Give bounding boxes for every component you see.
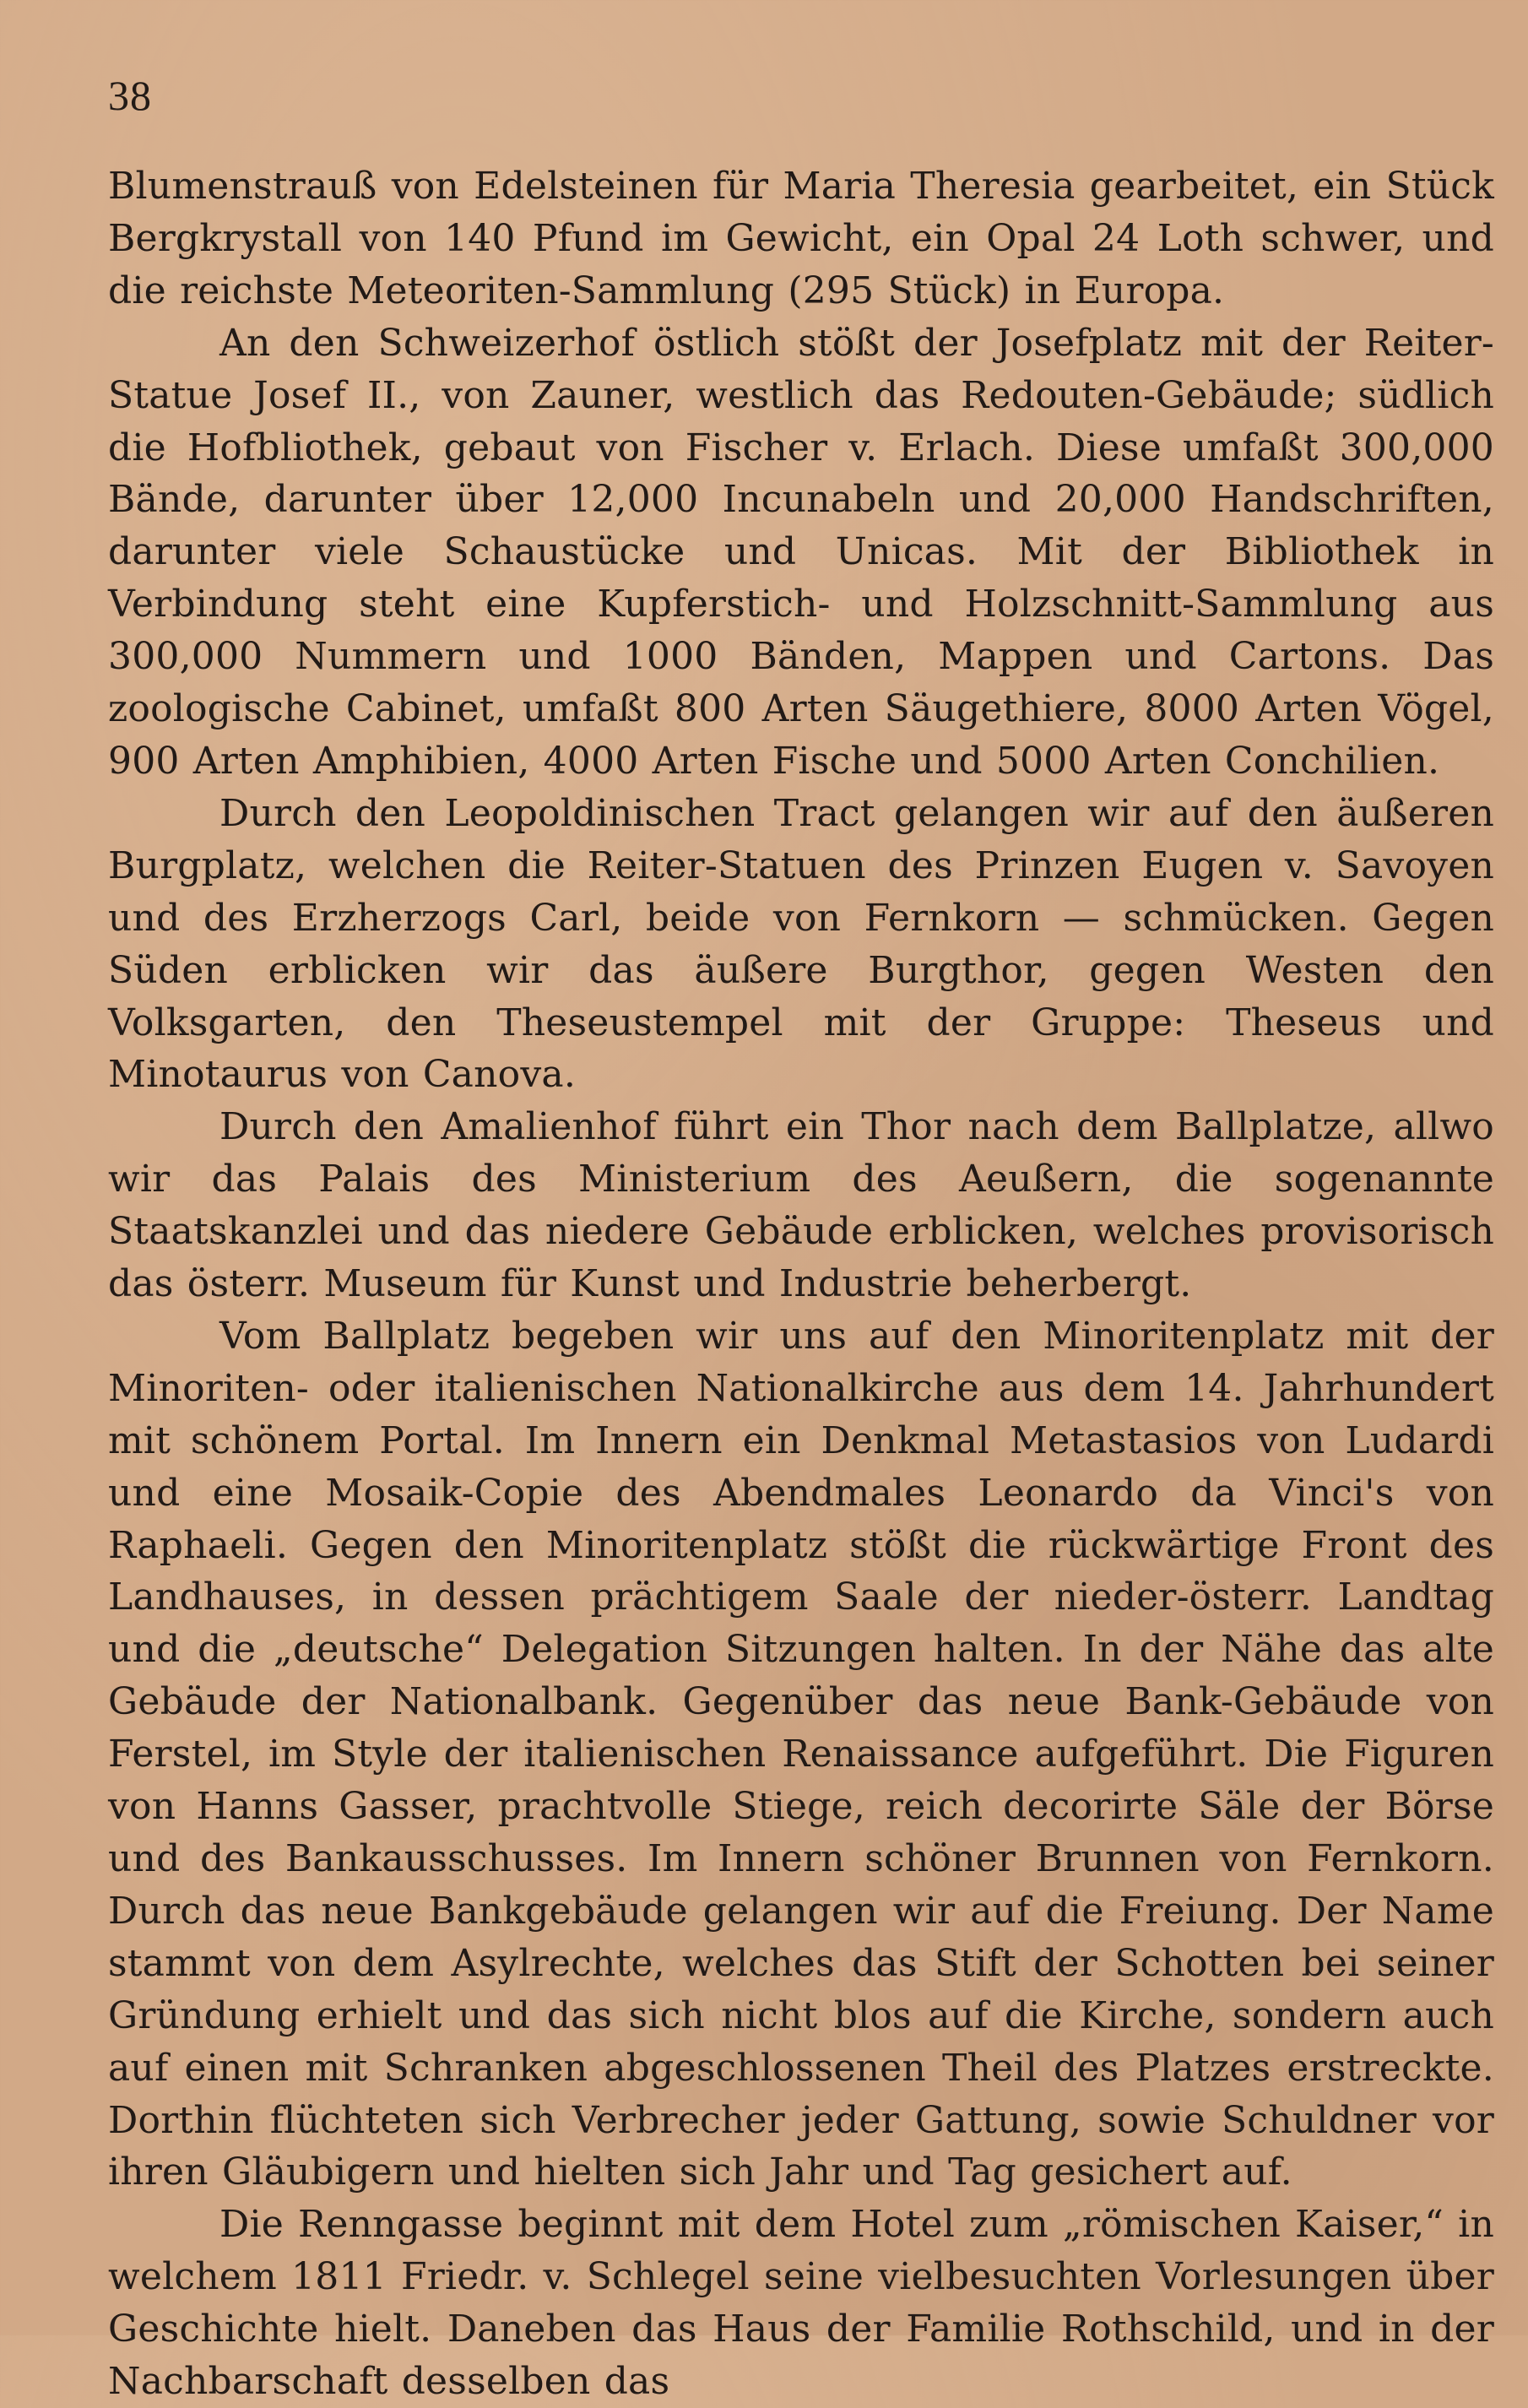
page-number: 38 (108, 72, 152, 119)
paragraph-renngasse: Die Renngasse beginnt mit dem Hotel zum „römischen Kaiser,“ in welchem 1811 Friedr. v. Schlegel seine vielbesuchten Vorlesungen über Geschichte hielt. Daneben das Haus der Familie Rothschild, und in der Nachbarschaft desselben das (108, 2203, 1494, 2404)
body-text (108, 160, 1494, 2408)
paragraph-continuation: Blumenstrauß von Edelsteinen für Maria Theresia gearbeitet, ein Stück Bergkrystall von 140 Pfund im Gewicht, ein Opal 24 Loth schwer, und die reichste Meteoriten-Sammlung (295 Stück) in Europa. (108, 165, 1494, 312)
paragraph-burgplatz: Durch den Leopoldinischen Tract gelangen wir auf den äußeren Burgplatz, welchen die Reiter-Statuen des Prinzen Eugen v. Savoyen und des Erzherzogs Carl, beide von Fernkorn — schmücken. Gegen Süden erblicken wir das äußere Burgthor, gegen Westen den Volksgarten, den Theseustempel mit der Gruppe: Theseus und Minotaurus von Canova. (108, 791, 1494, 1097)
paragraph-ballplatz: Durch den Amalienhof führt ein Thor nach dem Ballplatze, allwo wir das Palais des Ministerium des Aeußern, die sogenannte Staatskanzlei und das niedere Gebäude erblicken, welches provisorisch das österr. Museum für Kunst und Industrie beherbergt. (108, 1105, 1494, 1306)
paragraph-minoritenplatz: Vom Ballplatz begeben wir uns auf den Minoritenplatz mit der Minoriten- oder italienischen Nationalkirche aus dem 14. Jahrhundert mit schönem Portal. Im Innern ein Denkmal Metastasios von Ludardi und eine Mosaik-Copie des Abendmales Leonardo da Vinci's von Raphaeli. Gegen den Minoritenplatz stößt die rückwärtige Front des Landhauses, in dessen prächtigem Saale der nieder-österr. Landtag und die „deutsche“ Delegation Sitzungen halten. In der Nähe das alte Gebäude der Nationalbank. Gegenüber das neue Bank-Gebäude von Ferstel, im Style der italienischen Renaissance aufgeführt. Die Figuren von Hanns Gasser, prachtvolle Stiege, reich decorirte Säle der Börse und des Bankausschusses. Im Innern schöner Brunnen von Fernkorn. Durch das neue Bankgebäude gelangen wir auf die Freiung. Der Name stammt von dem Asylrechte, welches das Stift der Schotten bei seiner Gründung erhielt und das sich nicht blos auf die Kirche, sondern auch auf einen mit Schranken abgeschlossenen Theil des Platzes erstreckte. Dorthin flüchteten sich Verbrecher jeder Gattung, sowie Schuldner vor ihren Gläubigern und hielten sich Jahr und Tag gesichert auf. (108, 1314, 1494, 2194)
paragraph-schweizerhof: An den Schweizerhof östlich stößt der Josefplatz mit der Reiter-Statue Josef II., von Zauner, westlich das Redouten-Gebäude; südlich die Hofbliothek, gebaut von Fischer v. Erlach. Diese umfaßt 300,000 Bände, darunter über 12,000 Incunabeln und 20,000 Handschriften, darunter viele Schaustücke und Unicas. Mit der Bibliothek in Verbindung steht eine Kupferstich- und Holzschnitt-Sammlung aus 300,000 Nummern und 1000 Bänden, Mappen und Cartons. Das zoologische Cabinet, umfaßt 800 Arten Säugethiere, 8000 Arten Vögel, 900 Arten Amphibien, 4000 Arten Fische und 5000 Arten Conchilien. (108, 321, 1494, 783)
